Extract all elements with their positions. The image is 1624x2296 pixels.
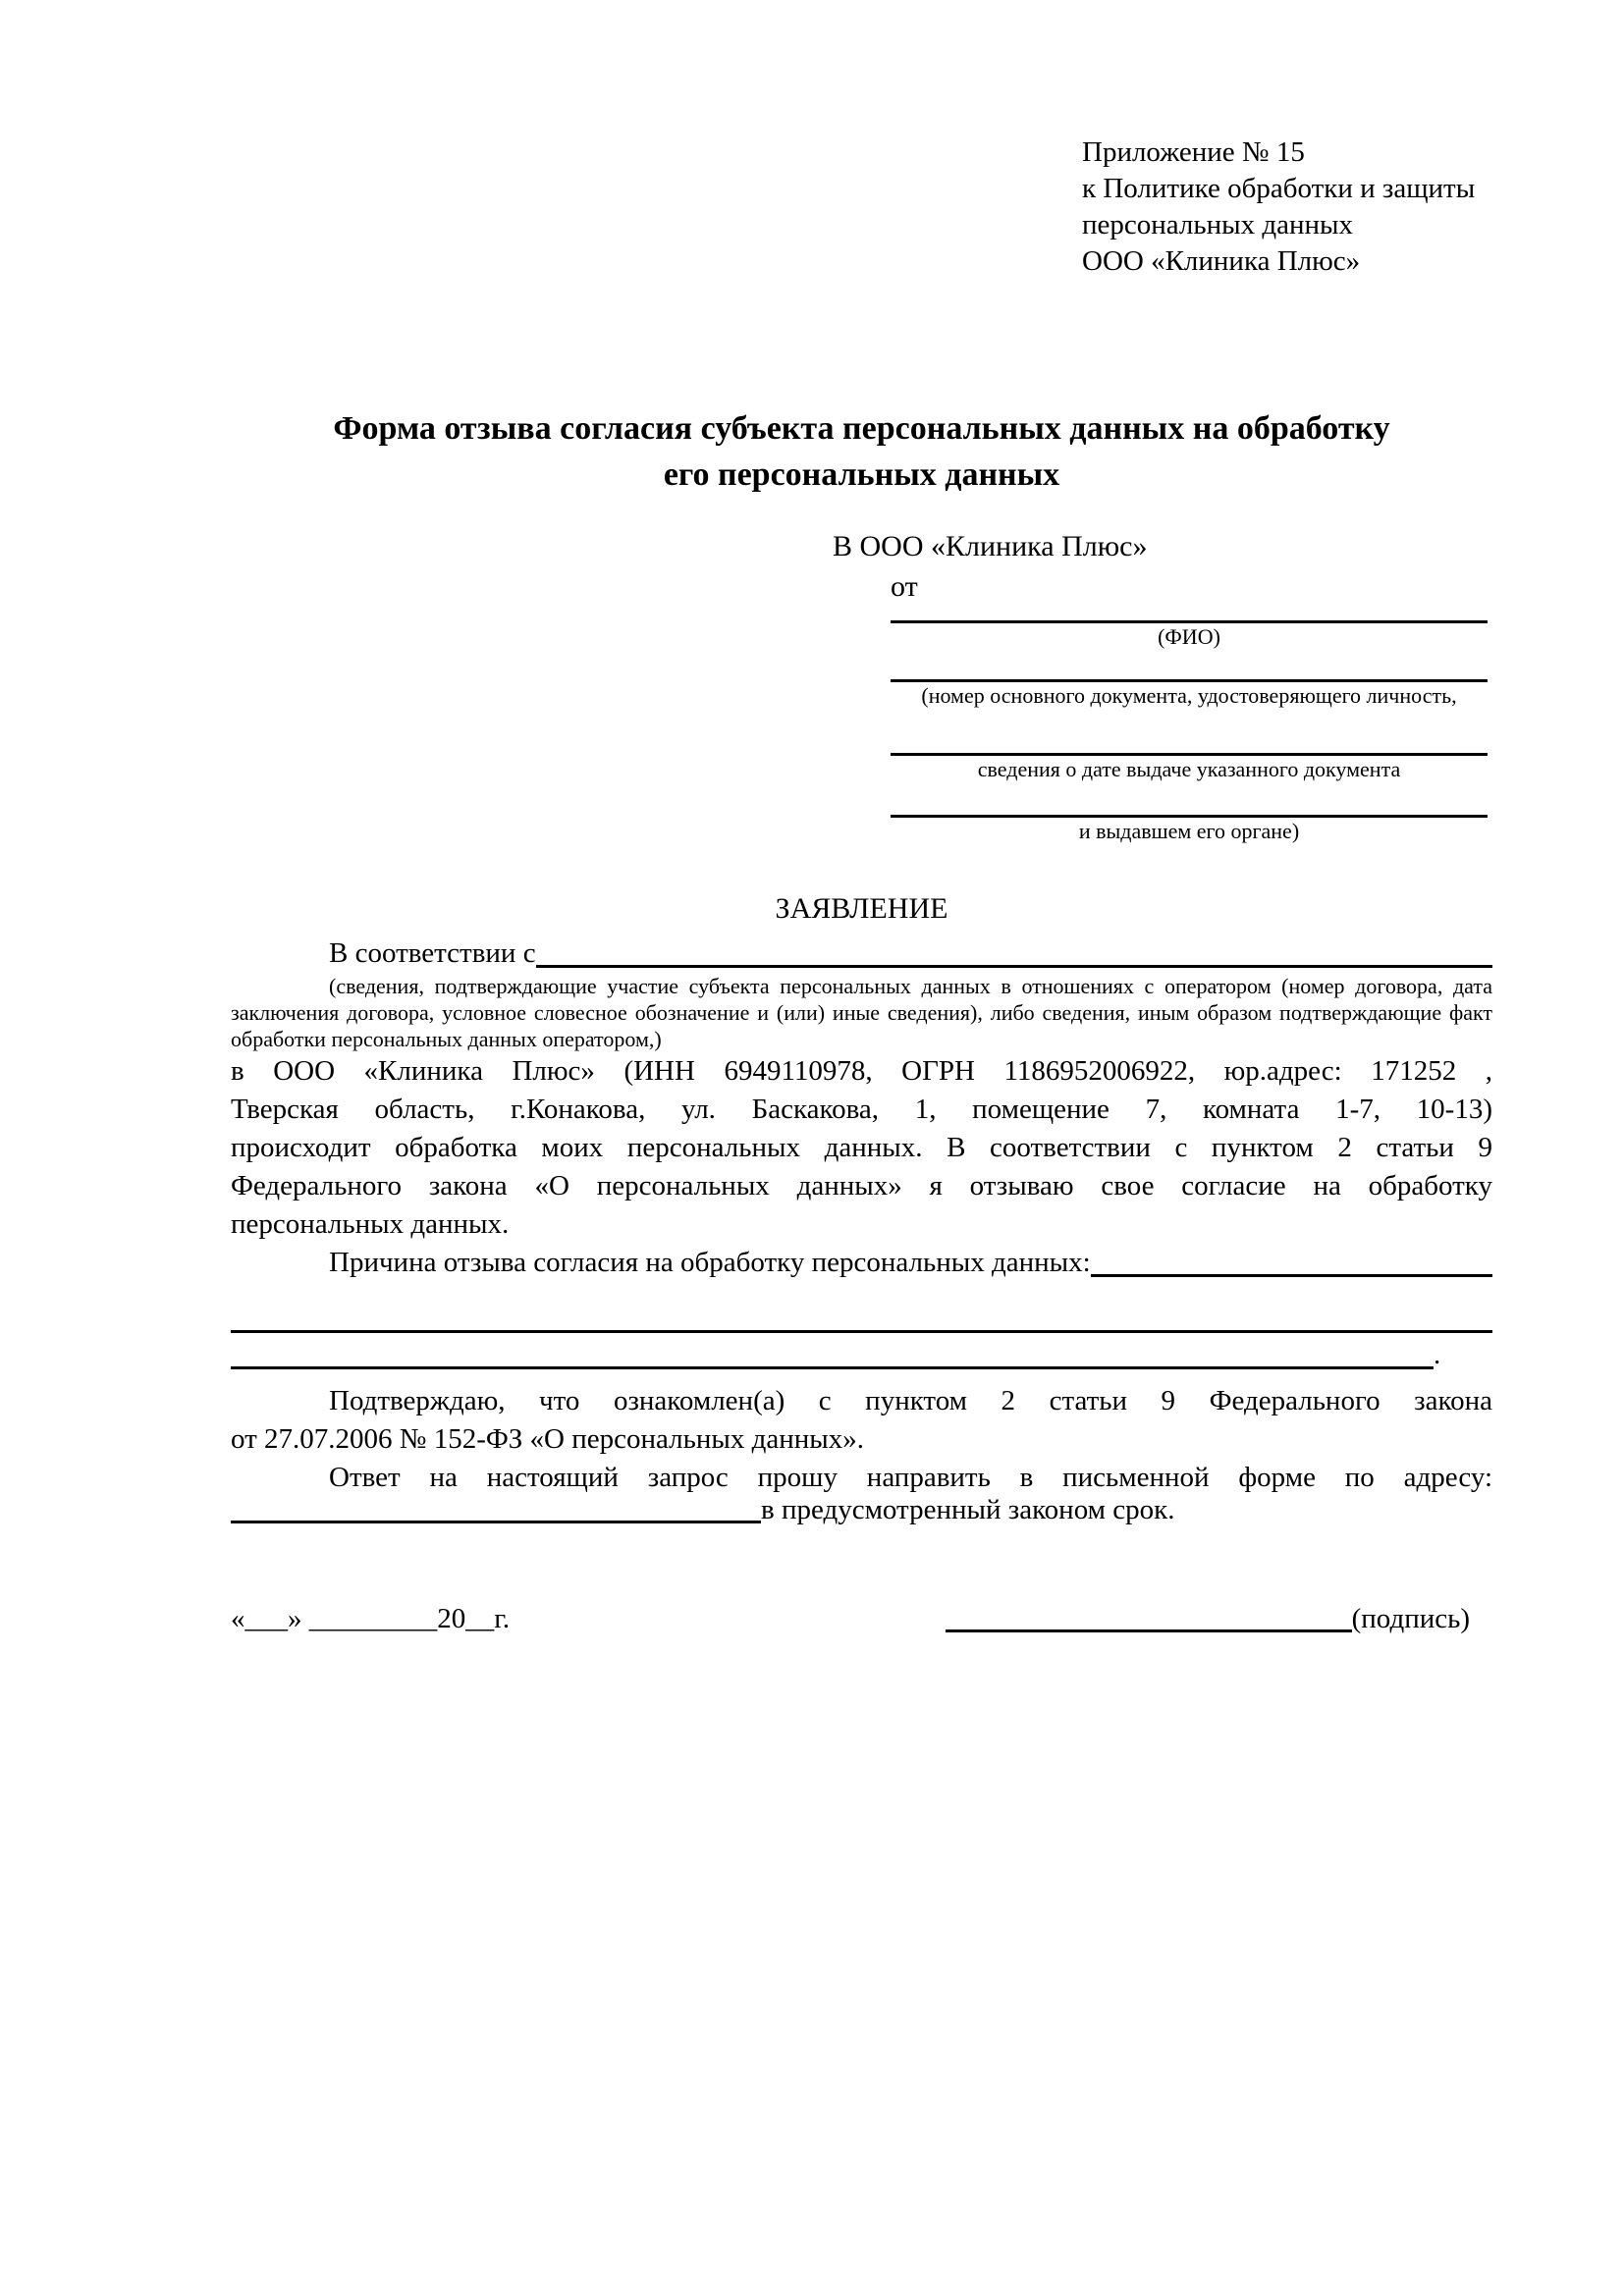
appendix-note-line: к Политике обработки и защиты (1082, 173, 1476, 204)
confirmation-paragraph (231, 1382, 1492, 1459)
statement-body (231, 888, 1492, 1638)
footnote-text (231, 973, 1492, 1052)
intro-prefix: В соответствии с (329, 937, 536, 969)
addressee-from-label: от (891, 570, 918, 603)
blank-line-issuing-authority (891, 782, 1488, 818)
main-paragraph (231, 1052, 1492, 1244)
issuing-authority-label: и выдавшем его органе) (1078, 819, 1300, 843)
appendix-note (1082, 134, 1475, 280)
blank-line-address (231, 1491, 761, 1523)
appendix-note-line: персональных данных (1082, 209, 1354, 240)
fio-label: (ФИО) (1158, 624, 1220, 649)
intro-line (231, 934, 1492, 973)
document-title-line: Форма отзыва согласия субъекта персональных данных на обработку (333, 410, 1390, 447)
appendix-note-line: Приложение № 15 (1082, 136, 1305, 168)
reason-prefix: Причина отзыва согласия на обработку персональных данных: (329, 1247, 1091, 1278)
blank-line-document-number (891, 650, 1488, 682)
main-paragraph-line: происходит обработка моих персональных данных. В соответствии с пунктом 2 статьи 9 (231, 1132, 1492, 1163)
footnote-line: обработки персональных данных оператором,) (231, 1027, 662, 1051)
blank-line-reason-continued-1 (231, 1282, 1492, 1333)
confirmation-line: от 27.07.2006 № 152-ФЗ «О персональных данных». (231, 1423, 865, 1455)
main-paragraph-line: в ООО «Клиника Плюс» (ИНН 6949110978, ОГРН 1186952006922, юр.адрес: 171252 , (231, 1055, 1492, 1087)
blank-line-consent-basis (536, 934, 1492, 968)
main-paragraph-line: Федерального закона «О персональных данных» я отзываю свое согласие на обработку (231, 1170, 1492, 1201)
confirmation-line: Подтверждаю, что ознакомлен(а) с пунктом 2 статьи 9 Федерального закона (329, 1385, 1492, 1416)
blank-line-fio (891, 607, 1488, 623)
date-signature-row (231, 1600, 1492, 1638)
main-paragraph-line: Тверская область, г.Конакова, ул. Баскакова, 1, помещение 7, комната 1-7, 10-13) (231, 1094, 1492, 1125)
blank-line-rule (231, 1330, 1434, 1369)
date-blank: «___» _________20__г. (231, 1603, 511, 1634)
addressee-block (833, 526, 1488, 844)
signature-label: (подпись) (1351, 1603, 1470, 1634)
blank-line-reason-continued-2 (231, 1333, 1492, 1369)
document-number-label: (номер основного документа, удостоверяющего личность, (921, 683, 1457, 708)
blank-line-signature (946, 1629, 1352, 1632)
issue-date-label: сведения о дате выдаче указанного документа (977, 757, 1401, 781)
reply-request-line: Ответ на настоящий запрос прошу направить в письменной форме по адресу: (329, 1462, 1492, 1493)
addressee-to: В ООО «Клиника Плюс» (833, 530, 1148, 562)
sentence-period: . (1434, 1339, 1441, 1370)
reply-tail-text: в предусмотренный законом срок. (761, 1494, 1175, 1525)
document-title (231, 405, 1492, 498)
blank-line-issue-date (891, 709, 1488, 756)
statement-heading: ЗАЯВЛЕНИЕ (775, 892, 948, 925)
appendix-note-line: ООО «Клиника Плюс» (1082, 245, 1361, 277)
signature-group (946, 1600, 1470, 1638)
document-title-line: его персональных данных (663, 456, 1060, 493)
blank-line-reason (1091, 1244, 1492, 1277)
footnote-line: заключения договора, условное словесное обозначение и (или) иные сведения), либо сведения, иным образом подтверждающие факт (231, 1000, 1492, 1025)
main-paragraph-line: персональных данных. (231, 1208, 510, 1240)
reason-line (231, 1244, 1492, 1282)
footnote-line: (сведения, подтверждающие участие субъекта персональных данных в отношениях с оператором (номер договора, дата (329, 974, 1492, 998)
